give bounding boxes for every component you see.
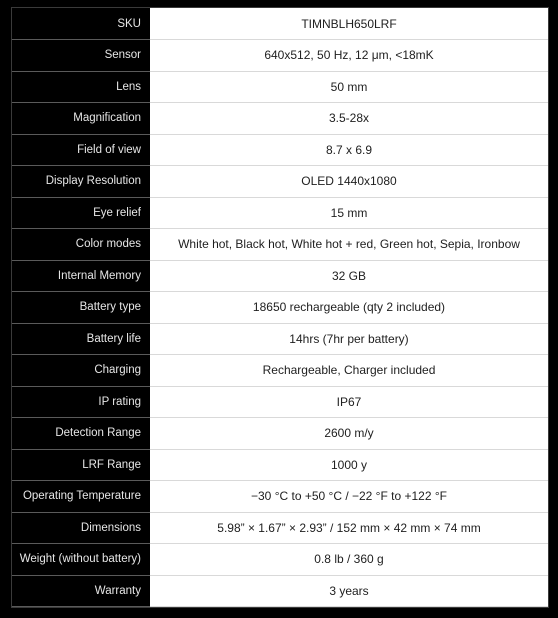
spec-table-container bbox=[11, 7, 549, 608]
spec-value-battery-life: 14hrs (7hr per battery) bbox=[150, 323, 548, 355]
table-row bbox=[12, 71, 548, 103]
spec-label-magnification: Magnification bbox=[12, 103, 150, 135]
spec-value-charging: Rechargeable, Charger included bbox=[150, 355, 548, 387]
spec-value-battery-type: 18650 rechargeable (qty 2 included) bbox=[150, 292, 548, 324]
spec-label-detection-range: Detection Range bbox=[12, 418, 150, 450]
spec-label-lrf-range: LRF Range bbox=[12, 449, 150, 481]
spec-value-warranty: 3 years bbox=[150, 575, 548, 607]
table-row bbox=[12, 481, 548, 513]
table-row bbox=[12, 544, 548, 576]
table-row bbox=[12, 260, 548, 292]
table-row bbox=[12, 40, 548, 72]
spec-label-weight: Weight (without battery) bbox=[12, 544, 150, 576]
spec-value-ip-rating: IP67 bbox=[150, 386, 548, 418]
spec-label-sensor: Sensor bbox=[12, 40, 150, 72]
spec-table bbox=[12, 8, 548, 607]
spec-label-lens: Lens bbox=[12, 71, 150, 103]
spec-value-internal-memory: 32 GB bbox=[150, 260, 548, 292]
table-row bbox=[12, 134, 548, 166]
table-row bbox=[12, 292, 548, 324]
spec-label-operating-temperature: Operating Temperature bbox=[12, 481, 150, 513]
spec-value-sensor: 640x512, 50 Hz, 12 μm, <18mK bbox=[150, 40, 548, 72]
spec-value-display-resolution: OLED 1440x1080 bbox=[150, 166, 548, 198]
spec-value-color-modes: White hot, Black hot, White hot + red, Green hot, Sepia, Ironbow bbox=[150, 229, 548, 261]
spec-label-sku: SKU bbox=[12, 8, 150, 40]
spec-value-eye-relief: 15 mm bbox=[150, 197, 548, 229]
table-row bbox=[12, 103, 548, 135]
spec-label-warranty: Warranty bbox=[12, 575, 150, 607]
spec-value-field-of-view: 8.7 x 6.9 bbox=[150, 134, 548, 166]
table-row bbox=[12, 166, 548, 198]
table-row bbox=[12, 418, 548, 450]
spec-label-battery-type: Battery type bbox=[12, 292, 150, 324]
spec-value-dimensions: 5.98” × 1.67” × 2.93” / 152 mm × 42 mm × 74 mm bbox=[150, 512, 548, 544]
spec-label-field-of-view: Field of view bbox=[12, 134, 150, 166]
spec-label-display-resolution: Display Resolution bbox=[12, 166, 150, 198]
spec-label-battery-life: Battery life bbox=[12, 323, 150, 355]
table-row bbox=[12, 386, 548, 418]
table-row bbox=[12, 229, 548, 261]
spec-value-lens: 50 mm bbox=[150, 71, 548, 103]
table-row bbox=[12, 197, 548, 229]
table-row bbox=[12, 355, 548, 387]
spec-value-sku: TIMNBLH650LRF bbox=[150, 8, 548, 40]
table-row bbox=[12, 512, 548, 544]
spec-label-eye-relief: Eye relief bbox=[12, 197, 150, 229]
spec-value-magnification: 3.5-28x bbox=[150, 103, 548, 135]
table-row bbox=[12, 8, 548, 40]
spec-value-weight: 0.8 lb / 360 g bbox=[150, 544, 548, 576]
spec-label-dimensions: Dimensions bbox=[12, 512, 150, 544]
spec-label-charging: Charging bbox=[12, 355, 150, 387]
spec-label-internal-memory: Internal Memory bbox=[12, 260, 150, 292]
spec-value-detection-range: 2600 m/y bbox=[150, 418, 548, 450]
table-row bbox=[12, 449, 548, 481]
spec-value-operating-temperature: −30 °C to +50 °C / −22 °F to +122 °F bbox=[150, 481, 548, 513]
table-row bbox=[12, 575, 548, 607]
table-row bbox=[12, 323, 548, 355]
spec-value-lrf-range: 1000 y bbox=[150, 449, 548, 481]
spec-label-color-modes: Color modes bbox=[12, 229, 150, 261]
spec-label-ip-rating: IP rating bbox=[12, 386, 150, 418]
